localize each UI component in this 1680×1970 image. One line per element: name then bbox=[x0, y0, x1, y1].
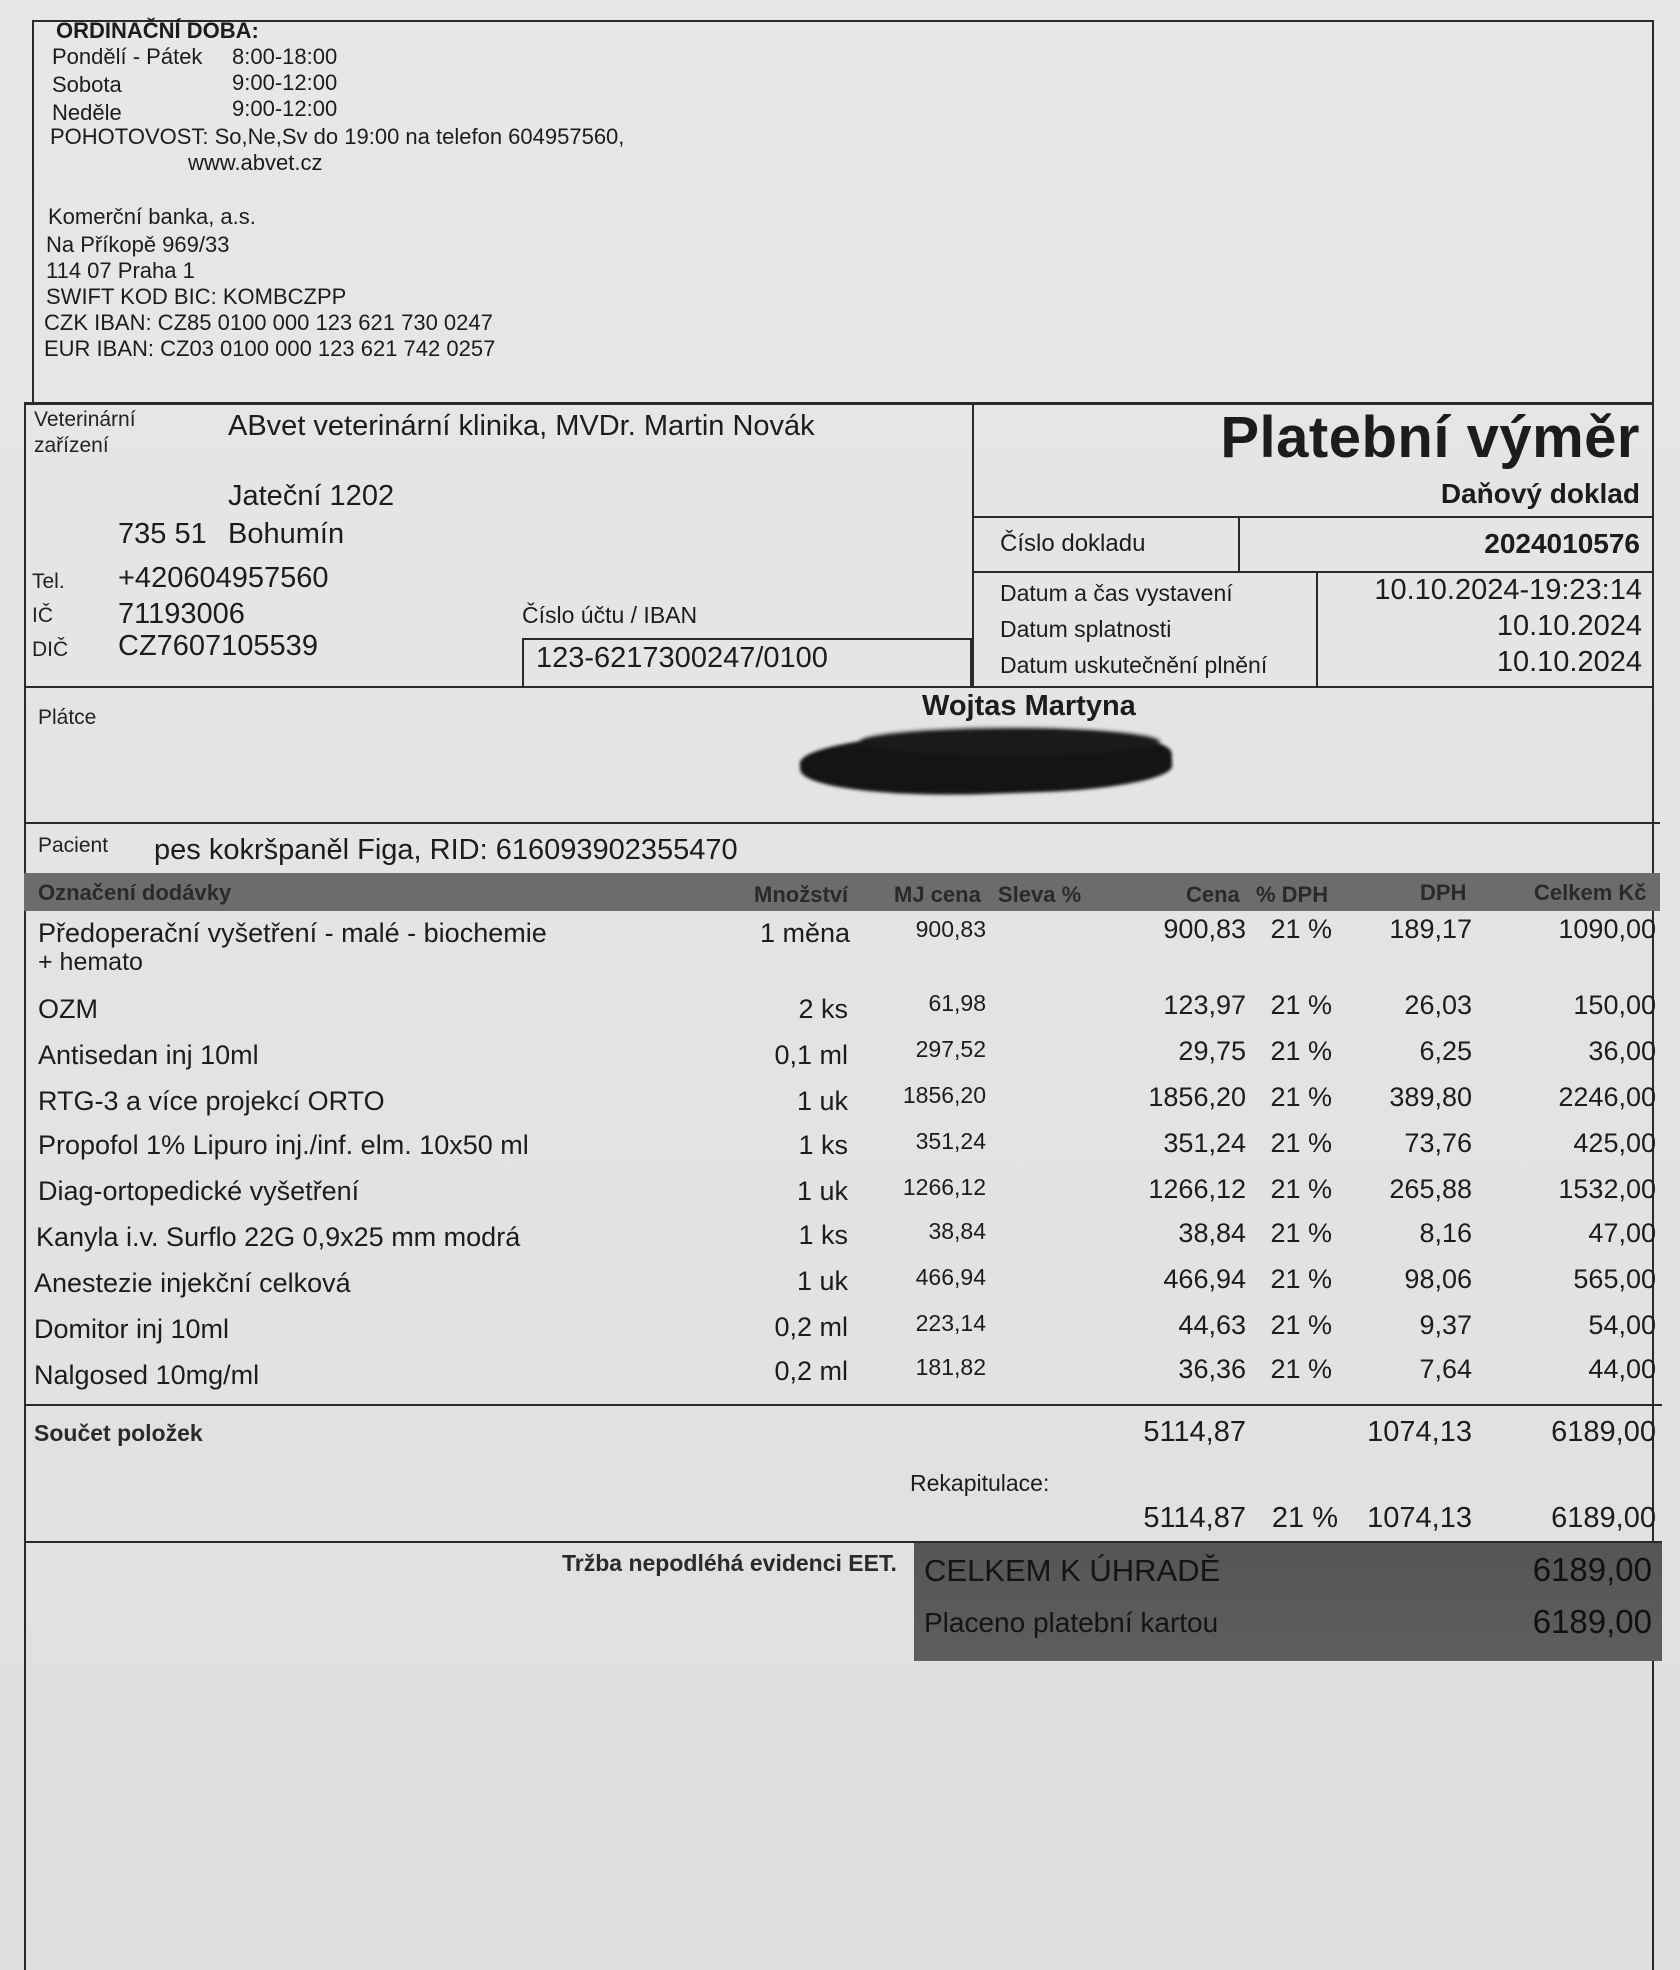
hours-time-sunday: 9:00-12:00 bbox=[232, 96, 338, 121]
table-row-9-qty: 0,2 ml bbox=[774, 1356, 848, 1386]
recap-vat-pct: 21 % bbox=[1271, 1502, 1338, 1534]
dic-label: DIČ bbox=[32, 638, 69, 661]
table-row-3-name: RTG-3 a více projekcí ORTO bbox=[38, 1086, 385, 1116]
recap-price: 5114,87 bbox=[1143, 1502, 1246, 1534]
totals-box bbox=[914, 1543, 1662, 1661]
hours-time-saturday: 9:00-12:00 bbox=[232, 70, 338, 95]
ic-label: IČ bbox=[32, 604, 53, 627]
table-row-1-name: OZM bbox=[38, 994, 98, 1024]
tel-value: +420604957560 bbox=[118, 562, 329, 594]
table-row-2-unit: 297,52 bbox=[915, 1036, 986, 1062]
taxable-label: Datum uskutečnění plnění bbox=[1000, 652, 1268, 678]
hours-title: ORDINAČNÍ DOBA: bbox=[56, 18, 259, 43]
table-row-9-vat: 7,64 bbox=[1419, 1354, 1472, 1384]
table-row-0-qty: 1 měna bbox=[759, 918, 850, 948]
table-row-1-vat-pct: 21 % bbox=[1270, 990, 1332, 1020]
table-row-1-vat: 26,03 bbox=[1404, 990, 1472, 1020]
payer-label: Plátce bbox=[38, 706, 97, 729]
table-row-6-total: 47,00 bbox=[1588, 1218, 1656, 1248]
th-unit-price: MJ cena bbox=[894, 882, 981, 907]
taxable-value: 10.10.2024 bbox=[1496, 646, 1642, 678]
table-row-0-name2: + hemato bbox=[38, 948, 143, 976]
table-row-9-price: 36,36 bbox=[1178, 1354, 1246, 1384]
header-middle-divider bbox=[972, 405, 974, 687]
table-row-9-name: Nalgosed 10mg/ml bbox=[34, 1360, 260, 1390]
summary-label: Součet položek bbox=[34, 1420, 203, 1446]
paid-label: Placeno platební kartou bbox=[924, 1607, 1219, 1638]
bank-name: Komerční banka, a.s. bbox=[48, 204, 256, 229]
table-row-8-vat-pct: 21 % bbox=[1270, 1310, 1332, 1340]
emergency-line: POHOTOVOST: So,Ne,Sv do 19:00 na telefon 604957560, bbox=[50, 124, 625, 149]
table-row-6-vat: 8,16 bbox=[1419, 1218, 1472, 1248]
table-row-8-price: 44,63 bbox=[1178, 1310, 1246, 1340]
due-label: Datum splatnosti bbox=[1000, 616, 1172, 642]
table-row-5-total: 1532,00 bbox=[1558, 1174, 1656, 1204]
hours-day-sunday: Neděle bbox=[52, 100, 122, 125]
facility-city: Bohumín bbox=[228, 518, 345, 550]
table-row-7-vat: 98,06 bbox=[1404, 1264, 1472, 1294]
table-row-6-name: Kanyla i.v. Surflo 22G 0,9x25 mm modrá bbox=[36, 1222, 521, 1252]
table-row-1-qty: 2 ks bbox=[798, 994, 848, 1024]
table-row-1-unit: 61,98 bbox=[928, 990, 986, 1016]
table-row-8-qty: 0,2 ml bbox=[774, 1312, 848, 1342]
doc-number-bottom-line bbox=[974, 571, 1652, 573]
table-row-7-unit: 466,94 bbox=[915, 1264, 986, 1290]
table-row-3-price: 1856,20 bbox=[1148, 1082, 1246, 1112]
frame-left-top bbox=[32, 22, 34, 402]
table-row-3-unit: 1856,20 bbox=[902, 1082, 986, 1108]
table-row-9-vat-pct: 21 % bbox=[1270, 1354, 1332, 1384]
th-price: Cena bbox=[1186, 882, 1240, 907]
table-row-7-price: 466,94 bbox=[1163, 1264, 1246, 1294]
eet-note: Tržba nepodléhá evidenci EET. bbox=[562, 1550, 897, 1576]
table-row-4-vat-pct: 21 % bbox=[1270, 1128, 1332, 1158]
table-row-9-total: 44,00 bbox=[1588, 1354, 1656, 1384]
dates-divider bbox=[1316, 571, 1318, 687]
summary-price: 5114,87 bbox=[1143, 1416, 1246, 1448]
table-row-7-total: 565,00 bbox=[1573, 1264, 1656, 1294]
bank-city: 114 07 Praha 1 bbox=[46, 258, 195, 283]
table-row-8-vat: 9,37 bbox=[1419, 1310, 1472, 1340]
table-row-0-vat-pct: 21 % bbox=[1270, 914, 1332, 944]
summary-vat: 1074,13 bbox=[1367, 1416, 1472, 1448]
facility-name: ABvet veterinární klinika, MVDr. Martin Novák bbox=[228, 410, 815, 442]
table-row-3-vat-pct: 21 % bbox=[1270, 1082, 1332, 1112]
table-row-0-unit: 900,83 bbox=[915, 916, 986, 942]
table-row-5-vat: 265,88 bbox=[1389, 1174, 1472, 1204]
table-row-2-vat: 6,25 bbox=[1419, 1036, 1472, 1066]
facility-zip: 735 51 bbox=[118, 518, 207, 550]
bank-eur-iban: EUR IBAN: CZ03 0100 000 123 621 742 0257 bbox=[44, 336, 496, 361]
bank-swift: SWIFT KOD BIC: KOMBCZPP bbox=[46, 284, 347, 309]
hours-day-weekdays: Pondělí - Pátek bbox=[52, 44, 203, 69]
table-row-2-name: Antisedan inj 10ml bbox=[38, 1040, 259, 1070]
due-value: 10.10.2024 bbox=[1496, 610, 1642, 642]
table-row-6-price: 38,84 bbox=[1178, 1218, 1246, 1248]
table-row-6-unit: 38,84 bbox=[928, 1218, 986, 1244]
doc-number-divider bbox=[1238, 516, 1240, 572]
table-row-4-price: 351,24 bbox=[1163, 1128, 1246, 1158]
frame-top bbox=[32, 20, 1654, 22]
th-vat-pct: % DPH bbox=[1256, 882, 1329, 907]
payer-name: Wojtas Martyna bbox=[922, 690, 1136, 722]
table-row-2-price: 29,75 bbox=[1178, 1036, 1246, 1066]
issued-label: Datum a čas vystavení bbox=[1000, 580, 1233, 606]
table-row-4-total: 425,00 bbox=[1573, 1128, 1656, 1158]
patient-label: Pacient bbox=[38, 834, 109, 857]
doc-number-top-line bbox=[974, 516, 1652, 518]
dic-value: CZ7607105539 bbox=[118, 630, 318, 662]
table-row-4-qty: 1 ks bbox=[798, 1130, 848, 1160]
table-row-2-qty: 0,1 ml bbox=[774, 1040, 848, 1070]
th-qty: Množství bbox=[754, 882, 849, 907]
table-row-3-qty: 1 uk bbox=[796, 1086, 848, 1116]
table-row-5-vat-pct: 21 % bbox=[1270, 1174, 1332, 1204]
account-value: 123-6217300247/0100 bbox=[536, 642, 828, 674]
hours-day-saturday: Sobota bbox=[52, 72, 122, 97]
table-row-1-total: 150,00 bbox=[1573, 990, 1656, 1020]
document-title: Platební výměr bbox=[1220, 405, 1640, 470]
total-due-label: CELKEM K ÚHRADĚ bbox=[924, 1553, 1221, 1588]
tel-label: Tel. bbox=[32, 570, 65, 593]
facility-label-line1: Veterinární bbox=[34, 408, 136, 431]
summary-total: 6189,00 bbox=[1551, 1416, 1656, 1448]
table-bottom-line bbox=[24, 1404, 1662, 1406]
table-row-6-qty: 1 ks bbox=[798, 1220, 848, 1250]
table-row-4-unit: 351,24 bbox=[915, 1128, 986, 1154]
th-total: Celkem Kč bbox=[1534, 880, 1647, 905]
total-due-value: 6189,00 bbox=[1532, 1551, 1652, 1588]
table-row-2-total: 36,00 bbox=[1588, 1036, 1656, 1066]
table-row-9-unit: 181,82 bbox=[915, 1354, 986, 1380]
table-row-8-total: 54,00 bbox=[1588, 1310, 1656, 1340]
recap-label: Rekapitulace: bbox=[910, 1470, 1050, 1496]
paid-value: 6189,00 bbox=[1532, 1603, 1652, 1640]
recap-total: 6189,00 bbox=[1551, 1502, 1656, 1534]
hours-time-weekdays: 8:00-18:00 bbox=[232, 44, 338, 69]
document-subtitle: Daňový doklad bbox=[1440, 478, 1640, 509]
redaction-mark-top bbox=[860, 728, 1160, 756]
ic-value: 71193006 bbox=[118, 598, 245, 630]
table-row-5-unit: 1266,12 bbox=[902, 1174, 986, 1200]
table-row-3-vat: 389,80 bbox=[1389, 1082, 1472, 1112]
recap-vat: 1074,13 bbox=[1367, 1502, 1472, 1534]
facility-label-line2: zařízení bbox=[34, 434, 109, 457]
website: www.abvet.cz bbox=[188, 150, 323, 175]
account-label: Číslo účtu / IBAN bbox=[522, 602, 698, 628]
th-item: Označení dodávky bbox=[38, 880, 232, 905]
table-row-5-price: 1266,12 bbox=[1148, 1174, 1246, 1204]
issued-value: 10.10.2024-19:23:14 bbox=[1374, 574, 1642, 606]
table-row-8-name: Domitor inj 10ml bbox=[34, 1314, 230, 1344]
th-vat: DPH bbox=[1420, 880, 1467, 905]
doc-number-value: 2024010576 bbox=[1484, 528, 1640, 559]
patient-value: pes kokršpaněl Figa, RID: 616093902355470 bbox=[154, 834, 738, 866]
table-row-4-vat: 73,76 bbox=[1404, 1128, 1472, 1158]
table-row-0-name: Předoperační vyšetření - malé - biochemie bbox=[38, 918, 547, 948]
bank-czk-iban: CZK IBAN: CZ85 0100 000 123 621 730 0247 bbox=[44, 310, 493, 335]
table-row-7-qty: 1 uk bbox=[796, 1266, 848, 1296]
frame-left-main bbox=[24, 402, 26, 1970]
table-row-5-qty: 1 uk bbox=[796, 1176, 848, 1206]
table-row-0-price: 900,83 bbox=[1163, 914, 1246, 944]
th-discount: Sleva % bbox=[998, 882, 1082, 907]
table-row-5-name: Diag-ortopedické vyšetření bbox=[38, 1176, 360, 1206]
table-row-3-total: 2246,00 bbox=[1558, 1082, 1656, 1112]
doc-number-label: Číslo dokladu bbox=[1000, 530, 1146, 557]
table-row-0-vat: 189,17 bbox=[1389, 914, 1472, 944]
table-row-7-name: Anestezie injekční celková bbox=[34, 1268, 351, 1298]
header-bottom-line bbox=[24, 686, 1654, 688]
table-row-1-price: 123,97 bbox=[1163, 990, 1246, 1020]
table-row-4-name: Propofol 1% Lipuro inj./inf. elm. 10x50 ml bbox=[38, 1130, 529, 1160]
table-row-8-unit: 223,14 bbox=[915, 1310, 986, 1336]
patient-top-line bbox=[24, 822, 1660, 824]
table-row-0-total: 1090,00 bbox=[1558, 914, 1656, 944]
table-row-7-vat-pct: 21 % bbox=[1270, 1264, 1332, 1294]
table-row-2-vat-pct: 21 % bbox=[1270, 1036, 1332, 1066]
table-row-6-vat-pct: 21 % bbox=[1270, 1218, 1332, 1248]
facility-street: Jateční 1202 bbox=[228, 480, 395, 512]
bank-street: Na Příkopě 969/33 bbox=[46, 232, 230, 257]
